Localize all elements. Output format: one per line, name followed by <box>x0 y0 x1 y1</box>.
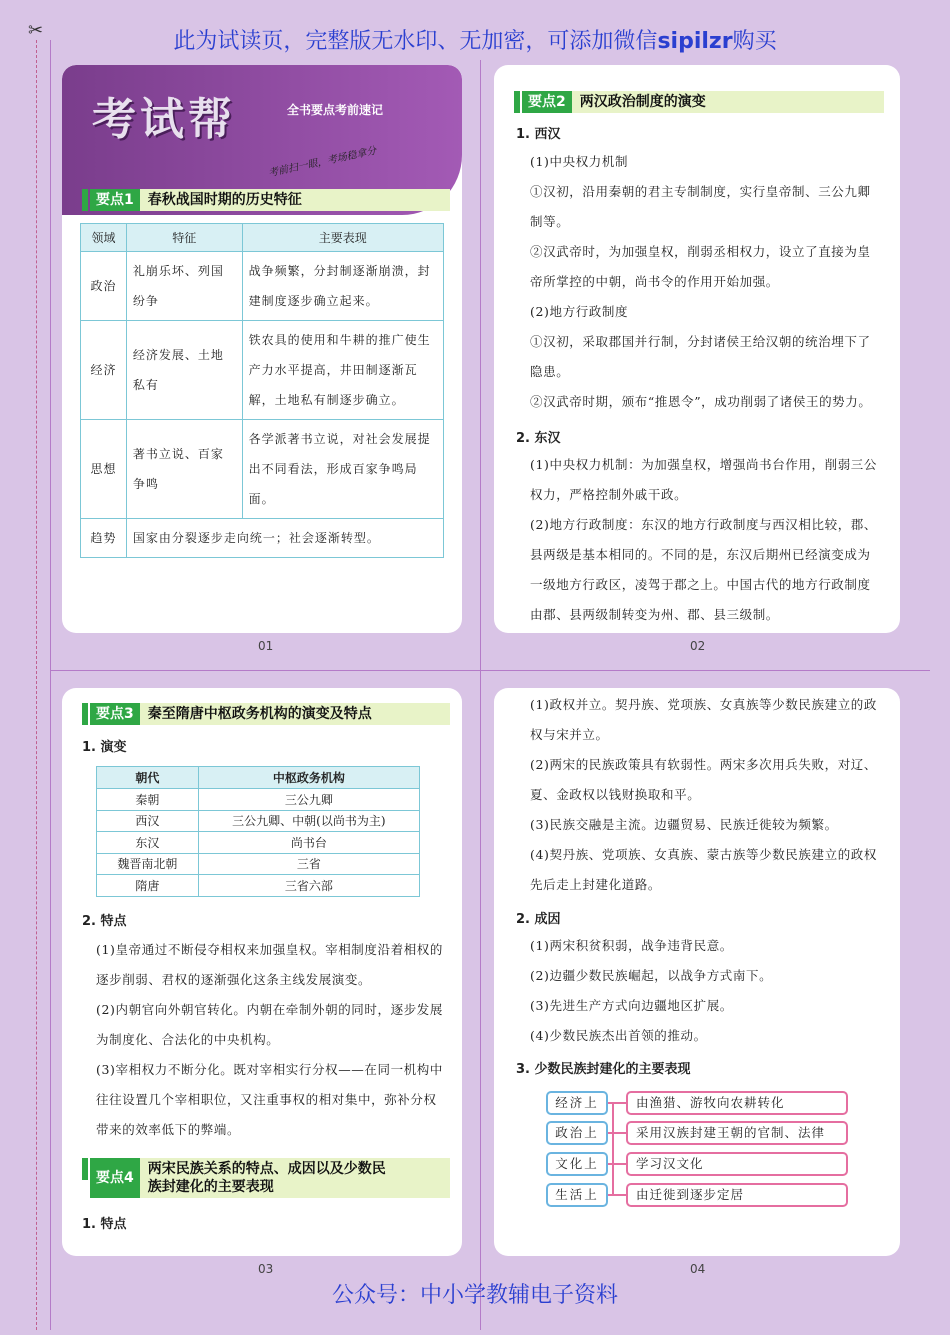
table-cell: 三公九卿 <box>198 789 419 811</box>
subheading: 2. 东汉 <box>516 431 561 446</box>
page-border-line <box>50 40 51 1330</box>
scissors-icon: ✂ <box>28 20 44 41</box>
table-row <box>97 832 420 854</box>
flow-label: 文化上 <box>546 1152 608 1176</box>
table-cell: 战争频繁，分封制逐渐崩溃，封建制度逐步确立起来。 <box>242 252 443 321</box>
table-cell: 国家由分裂逐步走向统一；社会逐渐转型。 <box>126 519 443 558</box>
table-cell: 趋势 <box>81 519 127 558</box>
paragraph: (2)内朝官向外朝官转化。内朝在牵制外朝的同时，逐步发展为制度化、合法化的中央机构。 <box>96 1002 444 1047</box>
table-cell: 三省六部 <box>198 875 419 897</box>
section-title-line: 族封建化的主要表现 <box>147 1179 274 1195</box>
cut-line <box>36 40 37 1330</box>
table-header: 主要表现 <box>242 224 443 252</box>
section-title <box>140 1158 450 1198</box>
paragraph: (2)地方行政制度 <box>530 304 629 319</box>
connector-line <box>608 1132 626 1134</box>
section-title-line: 两宋民族关系的特点、成因以及少数民 <box>147 1161 386 1177</box>
table-row <box>81 252 444 321</box>
paragraph: (2)地方行政制度：东汉的地方行政制度与西汉相比较，郡、县两级是基本相同的。不同的是，东汉后期州已经演变成为一级地方行政区，凌驾于郡之上。中国古代的地方行政制度由郡、县两级制转变为州、郡、县三级制。 <box>530 517 878 622</box>
page-card-01 <box>62 65 462 633</box>
page-card-03 <box>62 688 462 1256</box>
connector-line <box>608 1102 626 1104</box>
table-cell: 铁农具的使用和牛耕的推广使生产力水平提高，井田制逐渐瓦解，土地私有制逐步确立。 <box>242 321 443 420</box>
page-number: 04 <box>690 1262 706 1276</box>
table-cell: 思想 <box>81 420 127 519</box>
vertical-divider <box>480 60 481 1330</box>
section-tag: 要点4 <box>90 1158 140 1198</box>
table-cell: 尚书台 <box>198 832 419 854</box>
subheading: 1. 西汉 <box>516 127 561 142</box>
table-cell: 礼崩乐坏、列国纷争 <box>126 252 242 321</box>
table-row <box>81 420 444 519</box>
table-header: 朝代 <box>97 767 199 789</box>
table-cell: 东汉 <box>97 832 199 854</box>
flow-text: 由渔猎、游牧向农耕转化 <box>626 1091 848 1115</box>
table-row <box>97 789 420 811</box>
section-heading-1 <box>90 189 450 211</box>
header-subtitle: 全书要点考前速记 <box>287 103 384 117</box>
table-cell: 各学派著书立说，对社会发展提出不同看法，形成百家争鸣局面。 <box>242 420 443 519</box>
table-cell: 政治 <box>81 252 127 321</box>
table-cell: 魏晋南北朝 <box>97 853 199 875</box>
table-cell: 西汉 <box>97 810 199 832</box>
table-cell: 著书立说、百家争鸣 <box>126 420 242 519</box>
table-row <box>81 519 444 558</box>
table-header: 中枢政务机构 <box>198 767 419 789</box>
flow-row <box>546 1152 856 1176</box>
table-header: 领域 <box>81 224 127 252</box>
flow-row <box>546 1183 856 1207</box>
paragraph: (3)民族交融是主流。边疆贸易、民族迁徙较为频繁。 <box>530 817 838 832</box>
horizontal-divider <box>50 670 930 671</box>
paragraph: (1)政权并立。契丹族、党项族、女真族等少数民族建立的政权与宋并立。 <box>530 697 878 742</box>
section-title: 秦至隋唐中枢政务机构的演变及特点 <box>140 703 450 725</box>
table-cell: 隋唐 <box>97 875 199 897</box>
page-number: 03 <box>258 1262 274 1276</box>
table-header-row <box>81 224 444 252</box>
table-cell: 经济发展、土地私有 <box>126 321 242 420</box>
flow-text: 学习汉文化 <box>626 1152 848 1176</box>
header-title: 考试帮 <box>92 94 236 145</box>
paragraph: (1)中央权力机制：为加强皇权，增强尚书台作用，削弱三公权力，严格控制外戚干政。 <box>530 457 878 502</box>
table-cell: 经济 <box>81 321 127 420</box>
watermark-top: 此为试读页，完整版无水印、无加密，可添加微信sipilzr购买 <box>173 29 777 54</box>
paragraph: (3)宰相权力不断分化。既对宰相实行分权——在同一机构中往往设置几个宰相职位，又注重事权的相对集中，弥补分权带来的效率低下的弊端。 <box>96 1062 444 1137</box>
connector-line <box>608 1194 626 1196</box>
subheading: 1. 演变 <box>82 740 127 755</box>
paragraph: ②汉武帝时期，颁布“推恩令”，成功削弱了诸侯王的势力。 <box>530 394 872 409</box>
table-cell: 三公九卿、中朝(以尚书为主) <box>198 810 419 832</box>
paragraph: ①汉初，采取郡国并行制，分封诸侯王给汉朝的统治埋下了隐患。 <box>530 334 871 379</box>
paragraph: (4)少数民族杰出首领的推动。 <box>530 1028 707 1043</box>
section-tag: 要点1 <box>90 189 140 211</box>
table-cell: 三省 <box>198 853 419 875</box>
flow-label: 政治上 <box>546 1121 608 1145</box>
paragraph: (3)先进生产方式向边疆地区扩展。 <box>530 998 733 1013</box>
paragraph: (1)皇帝通过不断侵夺相权来加强皇权。宰相制度沿着相权的逐步削弱、君权的逐渐强化这条主线发展演变。 <box>96 942 444 987</box>
header-slogan: 考前扫一眼，考场稳拿分 <box>267 145 378 180</box>
page-card-02 <box>494 65 900 633</box>
connector-spine <box>612 1103 614 1195</box>
paragraph: (2)边疆少数民族崛起，以战争方式南下。 <box>530 968 773 983</box>
dynasty-institutions-table <box>96 766 420 897</box>
flow-row <box>546 1121 856 1145</box>
subheading: 2. 特点 <box>82 914 127 929</box>
table-header: 特征 <box>126 224 242 252</box>
paragraph: (2)两宋的民族政策具有软弱性。两宋多次用兵失败，对辽、夏、金政权以钱财换取和平。 <box>530 757 878 802</box>
table-header-row <box>97 767 420 789</box>
flow-label: 生活上 <box>546 1183 608 1207</box>
table-row <box>81 321 444 420</box>
connector-line <box>608 1163 626 1165</box>
paragraph: (4)契丹族、党项族、女真族、蒙古族等少数民族建立的政权先后走上封建化道路。 <box>530 847 878 892</box>
flow-label: 经济上 <box>546 1091 608 1115</box>
history-features-table <box>80 223 444 558</box>
flow-row <box>546 1091 856 1115</box>
section-tag: 要点2 <box>522 91 572 113</box>
flow-text: 由迁徙到逐步定居 <box>626 1183 848 1207</box>
table-row <box>97 875 420 897</box>
paragraph: (1)中央权力机制 <box>530 154 629 169</box>
page-card-04 <box>494 688 900 1256</box>
section-title: 两汉政治制度的演变 <box>572 91 884 113</box>
section-title: 春秋战国时期的历史特征 <box>140 189 450 211</box>
paragraph: (1)两宋积贫积弱，战争违背民意。 <box>530 938 733 953</box>
subheading: 2. 成因 <box>516 912 561 927</box>
table-cell: 秦朝 <box>97 789 199 811</box>
section-tag: 要点3 <box>90 703 140 725</box>
section-heading-4 <box>90 1158 450 1198</box>
paragraph: ①汉初，沿用秦朝的君主专制制度，实行皇帝制、三公九卿制等。 <box>530 184 871 229</box>
table-row <box>97 810 420 832</box>
section-heading-3 <box>90 703 450 725</box>
subheading: 3. 少数民族封建化的主要表现 <box>516 1062 691 1077</box>
page-number: 02 <box>690 639 706 653</box>
feudalization-diagram <box>546 1091 856 1215</box>
table-row <box>97 853 420 875</box>
flow-text: 采用汉族封建王朝的官制、法律 <box>626 1121 848 1145</box>
subheading: 1. 特点 <box>82 1217 127 1232</box>
section-heading-2 <box>522 91 884 113</box>
watermark-bottom: 公众号：中小学教辅电子资料 <box>331 1283 618 1308</box>
page-number: 01 <box>258 639 274 653</box>
paragraph: ②汉武帝时，为加强皇权，削弱丞相权力，设立了直接为皇帝所掌控的中朝，尚书令的作用开始加强。 <box>530 244 871 289</box>
